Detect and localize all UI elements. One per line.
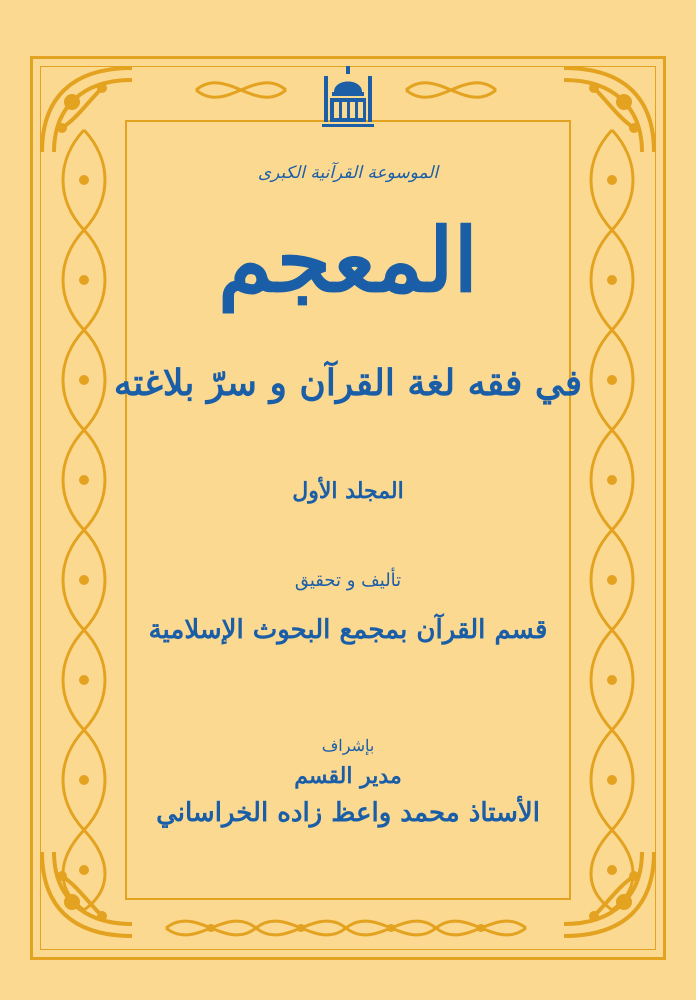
director-label: مدير القسم [294,763,402,789]
authorship-value: قسم القرآن بمجمع البحوث الإسلامية [148,615,548,645]
book-title: المعجم [218,208,478,312]
shrine-dome-icon [318,66,378,136]
volume-label: المجلد الأول [292,478,404,504]
authorship-label: تأليف و تحقيق [294,570,402,591]
publisher-logo [318,66,378,156]
director-name: الأستاذ محمد واعظ زاده الخراساني [156,798,540,828]
book-subtitle: في فقه لغة القرآن و سرّ بلاغته [113,362,583,404]
series-title: الموسوعة القرآنية الكبرى [257,163,439,183]
supervision-label: بإشراف [321,736,375,755]
